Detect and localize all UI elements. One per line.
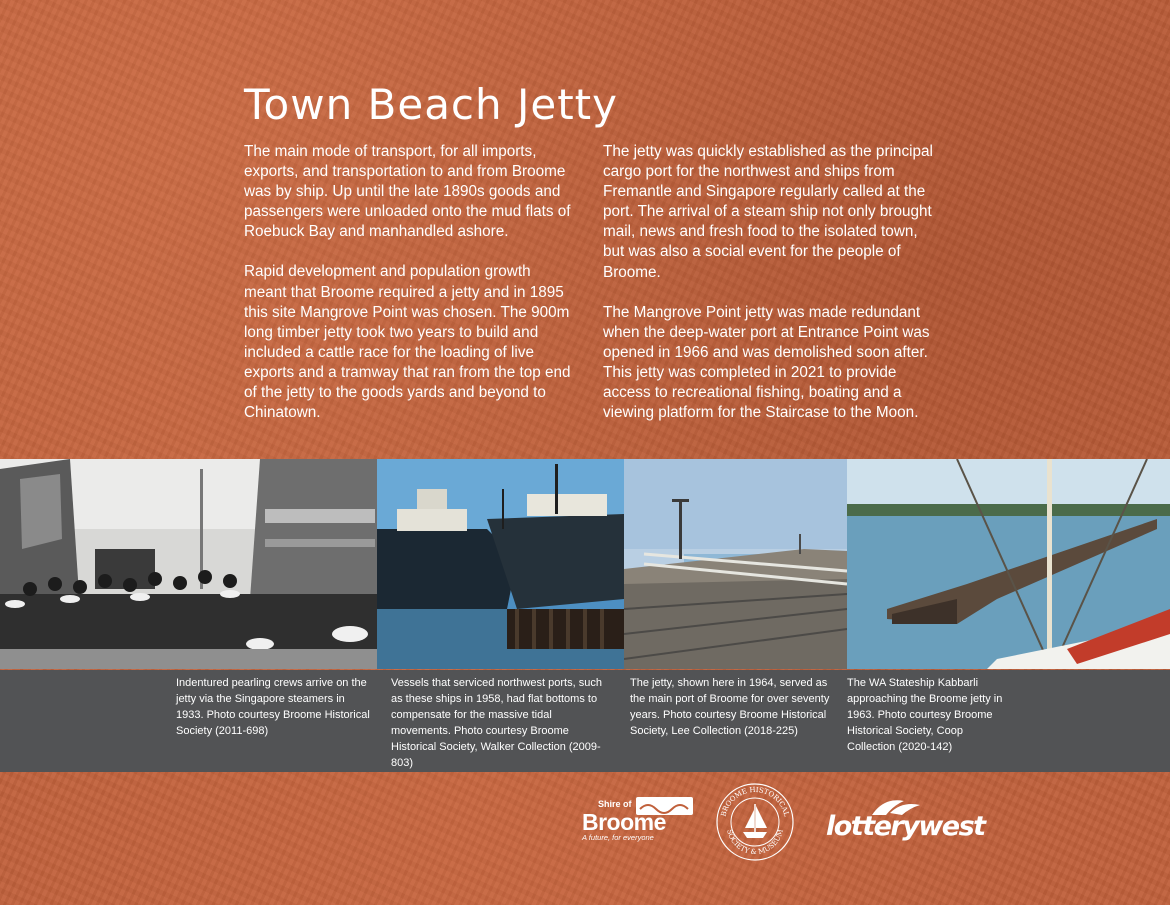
text-column-left — [244, 142, 574, 443]
photo-caption: The jetty, shown here in 1964, served as the main port of Broome for over seventy years. Photo courtesy Broome Historical Society, Lee Collection (2018-225) — [630, 677, 830, 737]
lotterywest-logo — [824, 797, 985, 847]
paragraph: The jetty was quickly established as the principal cargo port for the northwest and ships from Fremantle and Singapore regularly called at the port. The arrival of a steam ship not only brought mail, news and fresh food to the isolated town, but was also a social event for the people of Broome. — [603, 143, 933, 281]
photo-vessels-1958 — [377, 459, 624, 669]
photo-kabbarli-1963 — [847, 459, 1170, 669]
seal-text-bottom: SOCIETY & MUSEUM — [725, 828, 785, 857]
paragraph: Rapid development and population growth meant that Broome required a jetty and in 1895 this site Mangrove Point was chosen. The 900m long timber jetty took two years to build and included a cattle race for the loading of live exports and a tramway that ran from the top end of the jetty to the goods yards and beyond to Chinatown. — [244, 263, 571, 422]
page-title: Town Beach Jetty — [244, 80, 619, 129]
photo-pearling-crews — [0, 459, 377, 669]
logo-name: Broome — [582, 809, 666, 835]
paragraph: The main mode of transport, for all imports, exports, and transportation to and from Broome was by ship. Up until the late 1890s goods and passengers were unloaded onto the mud flats of Roebuck Bay and manhandled ashore. — [244, 143, 571, 241]
photo-caption: The WA Stateship Kabbarli approaching the Broome jetty in 1963. Photo courtesy Broome Historical Society, Coop Collection (2020-142) — [847, 677, 1003, 753]
historical-society-seal-logo — [715, 782, 795, 862]
logo-prefix: Shire of — [598, 799, 632, 809]
photo-caption: Indentured pearling crews arrive on the jetty via the Singapore steamers in 1933. Photo courtesy Broome Historical Society (2011-698) — [176, 677, 370, 737]
paragraph: The Mangrove Point jetty was made redundant when the deep-water port at Entrance Point was opened in 1966 and was demolished soon after. This jetty was completed in 2021 to provide access to recreational fishing, boating and a viewing platform for the Staircase to the Moon. — [603, 303, 930, 422]
photo-jetty-1964 — [624, 459, 847, 669]
shire-of-broome-logo — [580, 795, 698, 847]
photo-caption: Vessels that serviced northwest ports, such as these ships in 1958, had flat bottoms to compensate for the massive tidal movements. Photo courtesy Broome Historical Society, Walker Collection (2009-803) — [391, 677, 602, 769]
seal-text-top: BROOME HISTORICAL — [719, 785, 791, 818]
text-column-right — [603, 142, 933, 443]
logo-name: lotterywest — [826, 811, 985, 842]
logo-tagline: A future, for everyone — [582, 833, 654, 842]
